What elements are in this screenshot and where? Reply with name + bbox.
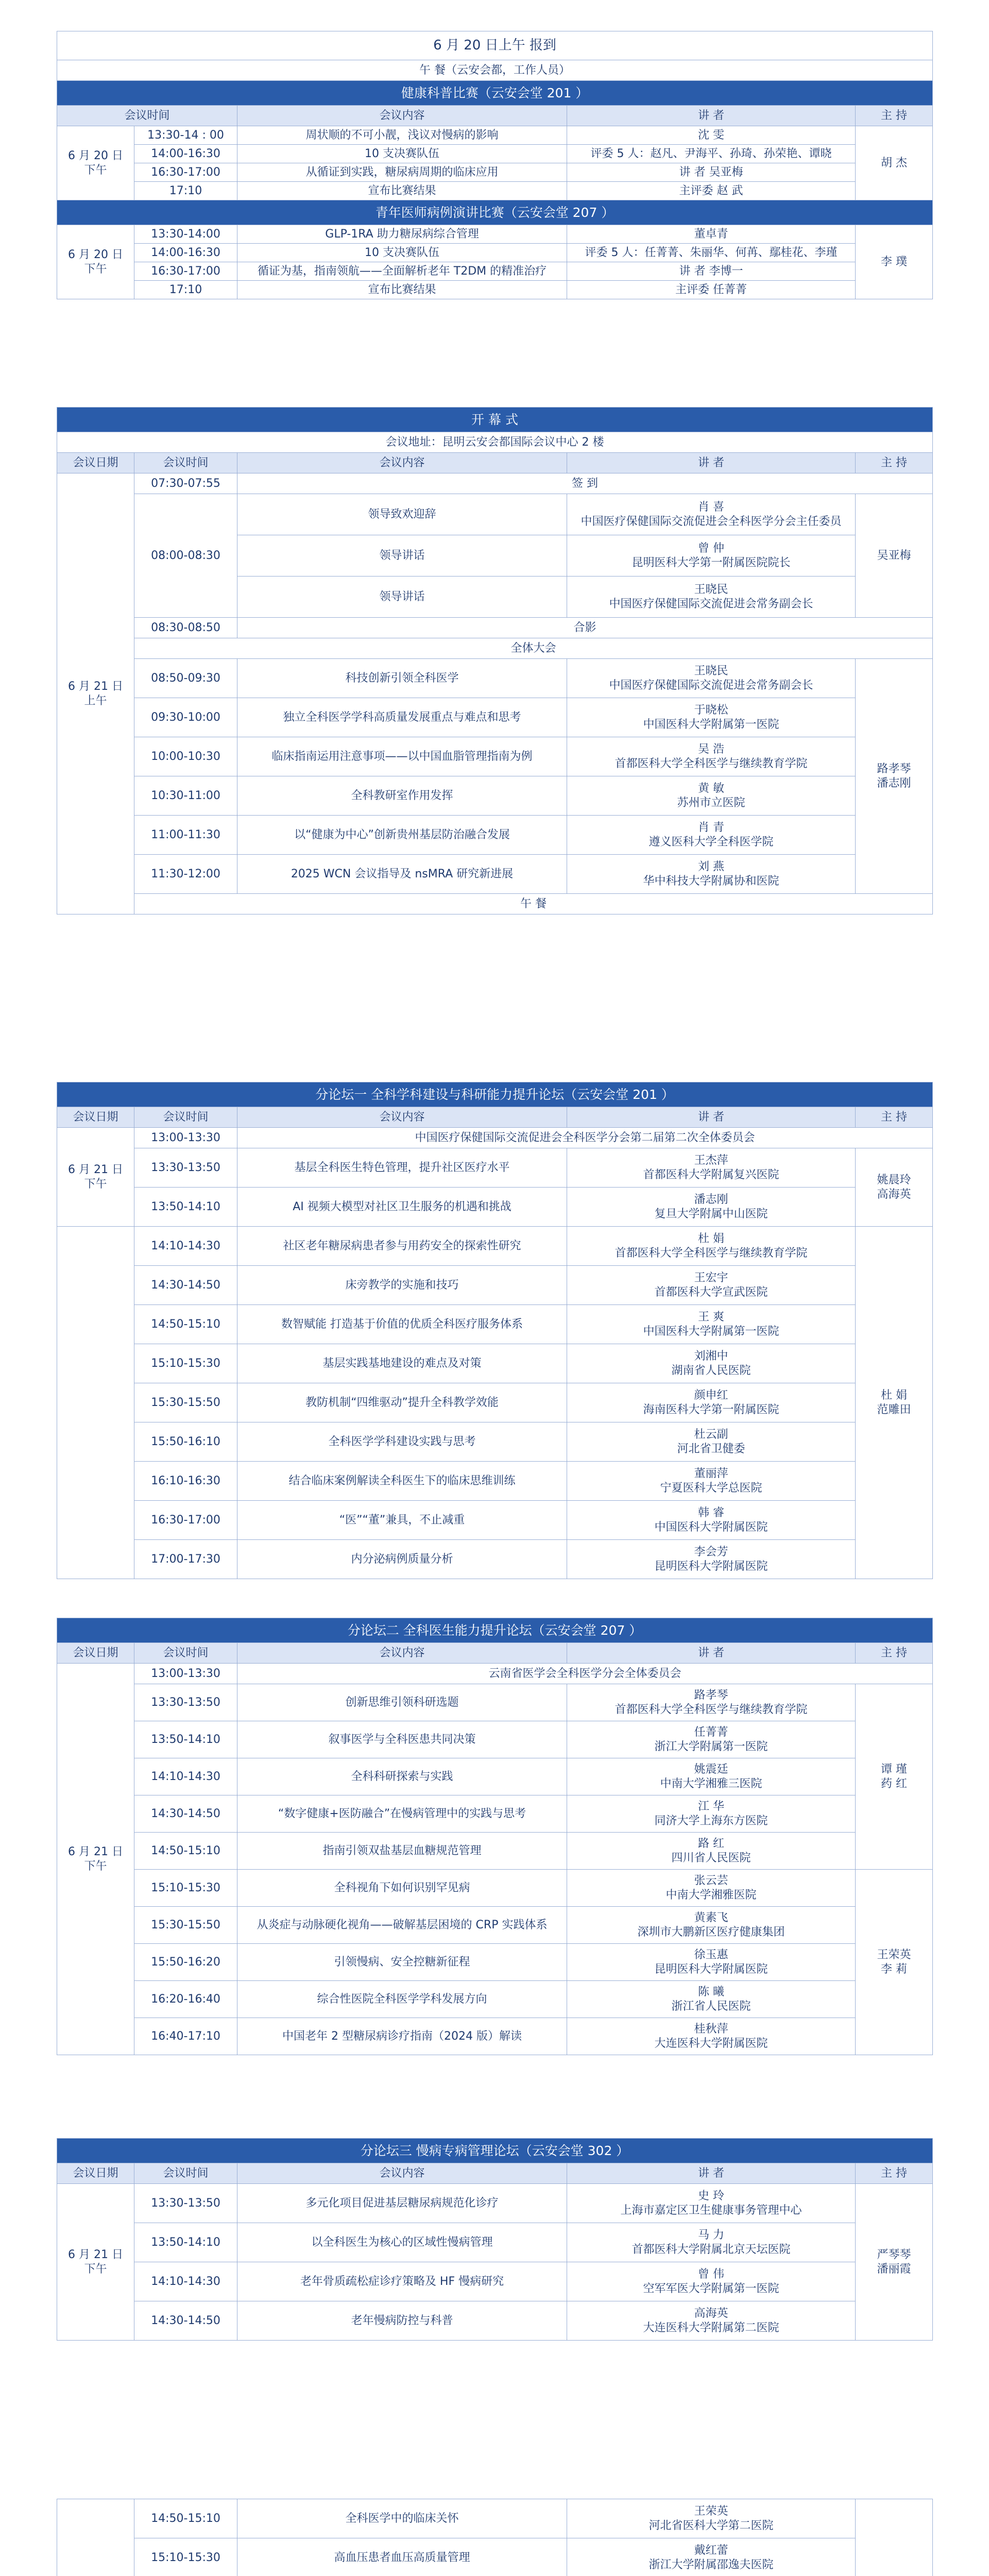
table-cell: 杜 娟 首都医科大学全科医学与继续教育学院 <box>567 1227 856 1266</box>
speech-content: 领导讲话 <box>237 577 567 618</box>
forum2-date: 6 月 21 日 下午 <box>57 1664 134 2055</box>
table-cell: 14:10-14:30 <box>134 2262 237 2301</box>
col-content: 会议内容 <box>237 453 567 473</box>
table-cell: 14:50-15:10 <box>134 2499 237 2538</box>
plenary: 全体大会 <box>134 638 933 659</box>
table-cell: 从炎症与动脉硬化视角——破解基层困境的 CRP 实践体系 <box>237 1907 567 1944</box>
table-cell: 08:50-09:30 <box>134 659 237 698</box>
table-cell: 基层全科医生特色管理，提升社区医疗水平 <box>237 1148 567 1188</box>
table-cell: 多元化项目促进基层糖尿病规范化诊疗 <box>237 2184 567 2223</box>
col-content: 会议内容 <box>237 1643 567 1664</box>
forum1-table <box>57 1082 933 1579</box>
table-cell: 全科医学中的临床关怀 <box>237 2499 567 2538</box>
table-cell: 李会芳 昆明医科大学附属医院 <box>567 1540 856 1579</box>
table-cell: 董丽萍 宁夏医科大学总医院 <box>567 1462 856 1501</box>
col-content: 会议内容 <box>237 106 567 126</box>
forum1-date-blank <box>57 1227 134 1579</box>
table-cell: 王 爽 中国医科大学附属第一医院 <box>567 1305 856 1344</box>
forum1-title: 分论坛一 全科学科建设与科研能力提升论坛（云安会堂 201 ） <box>57 1082 933 1107</box>
comp1-date: 6 月 20 日 下午 <box>57 126 134 200</box>
table-cell: 14:30-14:50 <box>134 1266 237 1305</box>
comp2-chair: 李 璞 <box>856 225 933 299</box>
table-cell: 11:30-12:00 <box>134 855 237 894</box>
forum3-date: 6 月 21 日 下午 <box>57 2184 134 2341</box>
table-cell: “医”“董”兼具，不止减重 <box>237 1501 567 1540</box>
day1-table <box>57 31 933 299</box>
table-cell: 讲 者 吴亚梅 <box>567 163 856 182</box>
table-cell: 16:10-16:30 <box>134 1462 237 1501</box>
table-cell: 高血压患者血压高质量管理 <box>237 2538 567 2576</box>
table-cell: 数智赋能 打造基于价值的优质全科医疗服务体系 <box>237 1305 567 1344</box>
table-cell: 创新思维引领科研选题 <box>237 1684 567 1721</box>
forum1-date: 6 月 21 日 下午 <box>57 1128 134 1227</box>
table-cell: 引领慢病、安全控糖新征程 <box>237 1944 567 1981</box>
table-cell: 高海英 大连医科大学附属第二医院 <box>567 2301 856 2341</box>
table-cell: 17:10 <box>134 182 237 200</box>
forum3-date-blank <box>57 2499 134 2576</box>
table-cell: 13:30-14 : 00 <box>134 126 237 145</box>
table-cell: 以“健康为中心”创新贵州基层防治融合发展 <box>237 816 567 855</box>
opening-address: 会议地址：昆明云安会都国际会议中心 2 楼 <box>57 432 933 453</box>
sign-time: 07:30-07:55 <box>134 473 237 494</box>
table-cell: 王宏宇 首都医科大学宣武医院 <box>567 1266 856 1305</box>
opening-table <box>57 407 933 914</box>
table-cell: 15:10-15:30 <box>134 1344 237 1383</box>
table-cell: 宣布比赛结果 <box>237 182 567 200</box>
table-cell: 临床指南运用注意事项——以中国血脂管理指南为例 <box>237 737 567 776</box>
table-cell: 张云芸 中南大学湘雅医院 <box>567 1870 856 1907</box>
col-chair: 主 持 <box>856 106 933 126</box>
day1-date-line: 6 月 20 日上午 报到 <box>57 31 933 60</box>
table-cell: 从循证到实践，糖尿病周期的临床应用 <box>237 163 567 182</box>
table-cell: 科技创新引领全科医学 <box>237 659 567 698</box>
table-cell: 曾 伟 空军军医大学附属第一医院 <box>567 2262 856 2301</box>
table-cell: 13:30-13:50 <box>134 1684 237 1721</box>
col-chair: 主 持 <box>856 1107 933 1128</box>
table-cell: 徐玉惠 昆明医科大学附属医院 <box>567 1944 856 1981</box>
photo: 合影 <box>237 618 933 638</box>
table-cell: 13:30-13:50 <box>134 1148 237 1188</box>
table-cell: 以全科医生为核心的区域性慢病管理 <box>237 2223 567 2262</box>
table-cell: 老年骨质疏松症诊疗策略及 HF 慢病研究 <box>237 2262 567 2301</box>
col-speaker: 讲 者 <box>567 453 856 473</box>
table-cell: 13:50-14:10 <box>134 2223 237 2262</box>
table-cell: 社区老年糖尿病患者参与用药安全的探索性研究 <box>237 1227 567 1266</box>
table-cell: 床旁教学的实施和技巧 <box>237 1266 567 1305</box>
table-cell: 14:00-16:30 <box>134 145 237 163</box>
table-cell: 讲 者 李博一 <box>567 262 856 281</box>
comp1-chair: 胡 杰 <box>856 126 933 200</box>
col-chair: 主 持 <box>856 1643 933 1664</box>
speech-chair: 吴亚梅 <box>856 494 933 618</box>
opening-section <box>57 407 932 914</box>
table-cell: “数字健康+医防融合”在慢病管理中的实践与思考 <box>237 1795 567 1833</box>
table-cell: 肖 青 遵义医科大学全科医学院 <box>567 816 856 855</box>
opening-lunch: 午 餐 <box>134 894 933 914</box>
col-chair: 主 持 <box>856 453 933 473</box>
table-cell: 路 红 四川省人民医院 <box>567 1833 856 1870</box>
table-cell: 江 华 同济大学上海东方医院 <box>567 1795 856 1833</box>
table-cell: 10 支决赛队伍 <box>237 244 567 262</box>
opening-title: 开 幕 式 <box>57 408 933 432</box>
table-cell: 15:30-15:50 <box>134 1907 237 1944</box>
forum3-table-continued <box>57 2499 933 2576</box>
table-cell: 史 玲 上海市嘉定区卫生健康事务管理中心 <box>567 2184 856 2223</box>
table-cell: GLP-1RA 助力糖尿病综合管理 <box>237 225 567 244</box>
table-cell: 吴 浩 首都医科大学全科医学与继续教育学院 <box>567 737 856 776</box>
table-cell: 全科科研探索与实践 <box>237 1758 567 1795</box>
table-cell: 14:30-14:50 <box>134 2301 237 2341</box>
table-cell: 主评委 任菁菁 <box>567 281 856 299</box>
table-cell: 黄 敏 苏州市立医院 <box>567 776 856 816</box>
table-cell: 叙事医学与全科医患共同决策 <box>237 1721 567 1758</box>
speech-content: 领导致欢迎辞 <box>237 494 567 535</box>
table-cell: 于晓松 中国医科大学附属第一医院 <box>567 698 856 737</box>
col-chair: 主 持 <box>856 2163 933 2184</box>
day1-lunch: 午 餐（云安会都，工作人员） <box>57 60 933 81</box>
table-cell: 09:30-10:00 <box>134 698 237 737</box>
forum3-continued <box>57 2499 932 2576</box>
col-time: 会议时间 <box>134 2163 237 2184</box>
photo-time: 08:30-08:50 <box>134 618 237 638</box>
table-cell: 13:30-14:00 <box>134 225 237 244</box>
plenary-chair: 路孝琴 潘志刚 <box>856 659 933 894</box>
table-cell: 14:10-14:30 <box>134 1227 237 1266</box>
forum1-chair-a: 姚晨玲 高海英 <box>856 1148 933 1227</box>
table-cell: 戴红蕾 浙江大学附属邵逸夫医院 <box>567 2538 856 2576</box>
forum3-chair-a: 严琴琴 潘丽霞 <box>856 2184 933 2341</box>
speech-speaker: 肖 喜 中国医疗保健国际交流促进会全科医学分会主任委员 <box>567 494 856 535</box>
table-cell: 14:50-15:10 <box>134 1833 237 1870</box>
table-cell: 15:30-15:50 <box>134 1383 237 1422</box>
sign-in: 签 到 <box>237 473 933 494</box>
col-speaker: 讲 者 <box>567 1643 856 1664</box>
table-cell: 16:30-17:00 <box>134 163 237 182</box>
table-cell: 独立全科医学学科高质量发展重点与难点和思考 <box>237 698 567 737</box>
forum2-section <box>57 1618 932 2055</box>
table-cell: 16:40-17:10 <box>134 2018 237 2055</box>
col-speaker: 讲 者 <box>567 1107 856 1128</box>
speech-time: 08:00-08:30 <box>134 494 237 618</box>
speech-speaker: 王晓民 中国医疗保健国际交流促进会常务副会长 <box>567 577 856 618</box>
table-cell: AI 视频大模型对社区卫生服务的机遇和挑战 <box>237 1188 567 1227</box>
table-cell: 15:50-16:10 <box>134 1422 237 1462</box>
forum3-table <box>57 2138 933 2341</box>
forum3-section <box>57 2138 932 2341</box>
meeting-time: 13:00-13:30 <box>134 1128 237 1148</box>
col-date: 会议日期 <box>57 1643 134 1664</box>
table-cell: 陈 曦 浙江省人民医院 <box>567 1981 856 2018</box>
table-cell: 16:30-17:00 <box>134 262 237 281</box>
table-cell: 路孝琴 首都医科大学全科医学与继续教育学院 <box>567 1684 856 1721</box>
table-cell: 董卓青 <box>567 225 856 244</box>
table-cell: 全科医学学科建设实践与思考 <box>237 1422 567 1462</box>
forum3-title: 分论坛三 慢病专病管理论坛（云安会堂 302 ） <box>57 2139 933 2163</box>
table-cell: 13:30-13:50 <box>134 2184 237 2223</box>
table-cell: 潘志刚 复旦大学附属中山医院 <box>567 1188 856 1227</box>
table-cell: 10 支决赛队伍 <box>237 145 567 163</box>
col-time: 会议时间 <box>57 106 237 126</box>
forum1-section <box>57 1082 932 1579</box>
col-date: 会议日期 <box>57 2163 134 2184</box>
table-cell: 王晓民 中国医疗保健国际交流促进会常务副会长 <box>567 659 856 698</box>
table-cell: 17:00-17:30 <box>134 1540 237 1579</box>
table-cell: 桂秋萍 大连医科大学附属医院 <box>567 2018 856 2055</box>
speech-content: 领导讲话 <box>237 535 567 577</box>
forum2-title: 分论坛二 全科医生能力提升论坛（云安会堂 207 ） <box>57 1618 933 1643</box>
table-cell: 循证为基，指南领航——全面解析老年 T2DM 的精准治疗 <box>237 262 567 281</box>
col-speaker: 讲 者 <box>567 106 856 126</box>
table-cell: 黄素飞 深圳市大鹏新区医疗健康集团 <box>567 1907 856 1944</box>
col-speaker: 讲 者 <box>567 2163 856 2184</box>
table-cell: 15:10-15:30 <box>134 1870 237 1907</box>
table-cell: 15:10-15:30 <box>134 2538 237 2576</box>
table-cell: 沈 雯 <box>567 126 856 145</box>
table-cell: 综合性医院全科医学学科发展方向 <box>237 1981 567 2018</box>
col-time: 会议时间 <box>134 453 237 473</box>
table-cell: 评委 5 人：任菁菁、朱丽华、何苒、鄢桂花、李瑾 <box>567 244 856 262</box>
comp2-date: 6 月 20 日 下午 <box>57 225 134 299</box>
speech-speaker: 曾 仲 昆明医科大学第一附属医院院长 <box>567 535 856 577</box>
forum2-chair-a: 谭 瑾 药 红 <box>856 1684 933 1870</box>
table-cell: 任菁菁 浙江大学附属第一医院 <box>567 1721 856 1758</box>
table-cell: 颜申红 海南医科大学第一附属医院 <box>567 1383 856 1422</box>
table-cell: 16:30-17:00 <box>134 1501 237 1540</box>
table-cell: 杜云副 河北省卫健委 <box>567 1422 856 1462</box>
forum1-chair-b: 杜 娟 范雕田 <box>856 1227 933 1579</box>
table-cell: 基层实践基地建设的难点及对策 <box>237 1344 567 1383</box>
table-cell: 周状顺的不可小靓，浅议对慢病的影响 <box>237 126 567 145</box>
table-cell: 内分泌病例质量分析 <box>237 1540 567 1579</box>
table-cell: 老年慢病防控与科普 <box>237 2301 567 2341</box>
meeting: 云南省医学会全科医学分会全体委员会 <box>237 1664 933 1684</box>
table-cell: 14:50-15:10 <box>134 1305 237 1344</box>
table-cell: 王杰萍 首都医科大学附属复兴医院 <box>567 1148 856 1188</box>
col-date: 会议日期 <box>57 453 134 473</box>
table-cell: 马 力 首都医科大学附属北京天坛医院 <box>567 2223 856 2262</box>
col-content: 会议内容 <box>237 2163 567 2184</box>
table-cell: 10:30-11:00 <box>134 776 237 816</box>
table-cell: 16:20-16:40 <box>134 1981 237 2018</box>
table-cell: 全科视角下如何识别罕见病 <box>237 1870 567 1907</box>
table-cell: 13:50-14:10 <box>134 1188 237 1227</box>
col-time: 会议时间 <box>134 1107 237 1128</box>
table-cell: 14:10-14:30 <box>134 1758 237 1795</box>
col-date: 会议日期 <box>57 1107 134 1128</box>
table-cell: 11:00-11:30 <box>134 816 237 855</box>
table-cell: 结合临床案例解读全科医生下的临床思维训练 <box>237 1462 567 1501</box>
opening-date: 6 月 21 日 上午 <box>57 473 134 914</box>
table-cell: 15:50-16:20 <box>134 1944 237 1981</box>
table-cell: 刘 燕 华中科技大学附属协和医院 <box>567 855 856 894</box>
meeting: 中国医疗保健国际交流促进会全科医学分会第二届第二次全体委员会 <box>237 1128 933 1148</box>
table-cell: 刘湘中 湖南省人民医院 <box>567 1344 856 1383</box>
table-cell: 主评委 赵 武 <box>567 182 856 200</box>
table-cell: 教防机制“四维驱动”提升全科教学效能 <box>237 1383 567 1422</box>
meeting-time: 13:00-13:30 <box>134 1664 237 1684</box>
table-cell: 10:00-10:30 <box>134 737 237 776</box>
table-cell: 中国老年 2 型糖尿病诊疗指南（2024 版）解读 <box>237 2018 567 2055</box>
table-cell: 14:00-16:30 <box>134 244 237 262</box>
day1-section <box>57 31 932 299</box>
col-time: 会议时间 <box>134 1643 237 1664</box>
forum3-chair-b <box>856 2499 933 2576</box>
table-cell: 姚震廷 中南大学湘雅三医院 <box>567 1758 856 1795</box>
table-cell: 韩 睿 中国医科大学附属医院 <box>567 1501 856 1540</box>
table-cell: 全科教研室作用发挥 <box>237 776 567 816</box>
col-content: 会议内容 <box>237 1107 567 1128</box>
table-cell: 评委 5 人：赵凡、尹海平、孙琦、孙荣艳、谭晓 <box>567 145 856 163</box>
table-cell: 指南引领双盐基层血糖规范管理 <box>237 1833 567 1870</box>
forum2-chair-b: 王荣英 李 莉 <box>856 1870 933 2055</box>
table-cell: 宣布比赛结果 <box>237 281 567 299</box>
table-cell: 2025 WCN 会议指导及 nsMRA 研究新进展 <box>237 855 567 894</box>
table-cell: 17:10 <box>134 281 237 299</box>
table-cell: 13:50-14:10 <box>134 1721 237 1758</box>
table-cell: 王荣英 河北省医科大学第二医院 <box>567 2499 856 2538</box>
comp2-title: 青年医师病例演讲比赛（云安会堂 207 ） <box>57 200 933 225</box>
forum2-table <box>57 1618 933 2055</box>
comp1-title: 健康科普比赛（云安会堂 201 ） <box>57 81 933 106</box>
table-cell: 14:30-14:50 <box>134 1795 237 1833</box>
